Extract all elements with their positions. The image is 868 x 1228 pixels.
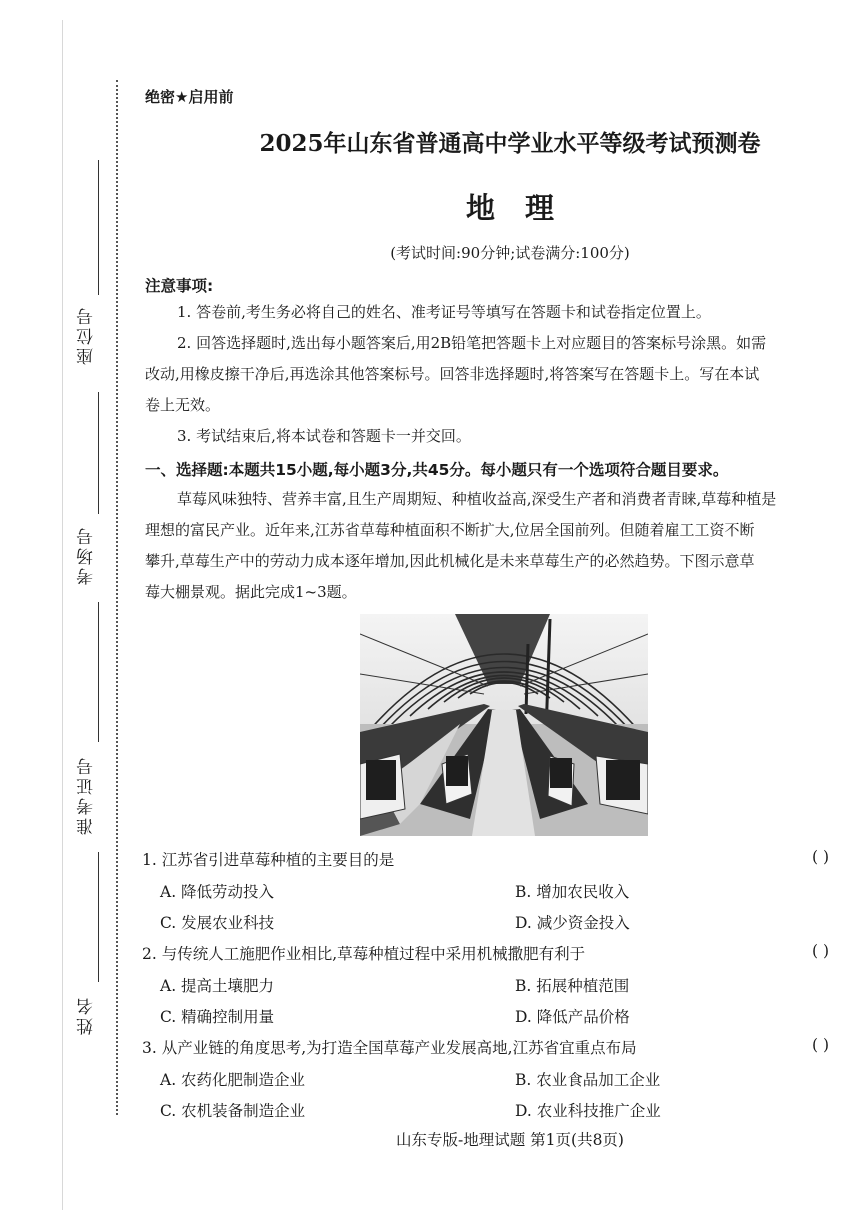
page-edge-shadow <box>62 20 63 1210</box>
question-3-option-a[interactable]: A. 农药化肥制造企业 <box>160 1071 306 1089</box>
admission-number-label: 准考证号 <box>77 755 97 835</box>
question-3-option-c[interactable]: C. 农机装备制造企业 <box>160 1102 306 1120</box>
passage-line-2: 理想的富民产业。近年来,江苏省草莓种植面积不断扩大,位居全国前列。但随着雇工工资不断 <box>145 521 755 539</box>
notice-line-1: 1. 答卷前,考生务必将自己的姓名、准考证号等填写在答题卡和试卷指定位置上。 <box>177 303 711 321</box>
subject-title: 地理 <box>465 191 584 225</box>
strawberry-greenhouse-photo <box>360 614 648 836</box>
question-3-stem: 3. 从产业链的角度思考,为打造全国草莓产业发展高地,江苏省宜重点布局 <box>142 1039 637 1057</box>
question-1-answer-blank[interactable]: ( ) <box>812 848 830 866</box>
name-label: 姓名 <box>77 995 97 1035</box>
question-2-option-b[interactable]: B. 拓展种植范围 <box>515 977 630 995</box>
exam-room-label: 考场号 <box>77 525 97 585</box>
question-1-option-a[interactable]: A. 降低劳动投入 <box>160 883 275 901</box>
section-heading: 一、选择题:本题共15小题,每小题3分,共45分。每小题只有一个选项符合题目要求。 <box>145 461 729 479</box>
passage-line-3: 攀升,草莓生产中的劳动力成本逐年增加,因此机械化是未来草莓生产的必然趋势。下图示意草 <box>145 552 755 570</box>
question-2-answer-blank[interactable]: ( ) <box>812 942 830 960</box>
notice-line-2: 2. 回答选择题时,选出每小题答案后,用2B铅笔把答题卡上对应题目的答案标号涂黑。如需 <box>177 334 767 352</box>
question-2-option-c[interactable]: C. 精确控制用量 <box>160 1008 275 1026</box>
admission-number-field[interactable] <box>98 602 99 742</box>
seat-number-field[interactable] <box>98 160 99 295</box>
passage-line-4: 莓大棚景观。据此完成1~3题。 <box>145 583 357 601</box>
question-1-stem: 1. 江苏省引进草莓种植的主要目的是 <box>142 851 395 869</box>
passage-line-1: 草莓风味独特、营养丰富,且生产周期短、种植收益高,深受生产者和消费者青睐,草莓种植是 <box>177 490 777 508</box>
question-3-option-b[interactable]: B. 农业食品加工企业 <box>515 1071 661 1089</box>
notice-heading: 注意事项: <box>145 277 214 295</box>
question-3-option-d[interactable]: D. 农业科技推广企业 <box>515 1102 661 1120</box>
question-2-option-a[interactable]: A. 提高土壤肥力 <box>160 977 275 995</box>
question-1-option-b[interactable]: B. 增加农民收入 <box>515 883 630 901</box>
notice-line-5: 3. 考试结束后,将本试卷和答题卡一并交回。 <box>177 427 471 445</box>
question-1-option-c[interactable]: C. 发展农业科技 <box>160 914 275 932</box>
question-2-stem: 2. 与传统人工施肥作业相比,草莓种植过程中采用机械撒肥有利于 <box>142 945 586 963</box>
exam-time-info: (考试时间:90分钟;试卷满分:100分) <box>390 244 630 262</box>
notice-line-4: 卷上无效。 <box>145 396 221 414</box>
question-1-option-d[interactable]: D. 减少资金投入 <box>515 914 630 932</box>
seat-number-label: 座位号 <box>77 305 97 365</box>
exam-title: 2025年山东省普通高中学业水平等级考试预测卷 <box>259 130 761 157</box>
question-2-option-d[interactable]: D. 降低产品价格 <box>515 1008 630 1026</box>
name-field[interactable] <box>98 852 99 982</box>
exam-room-field[interactable] <box>98 392 99 514</box>
notice-line-3: 改动,用橡皮擦干净后,再选涂其他答案标号。回答非选择题时,将答案写在答题卡上。写在本试 <box>145 365 760 383</box>
confidential-mark: 绝密★启用前 <box>145 88 234 106</box>
binding-dotted-line <box>116 80 118 1115</box>
question-3-answer-blank[interactable]: ( ) <box>812 1036 830 1054</box>
page-footer: 山东专版-地理试题 第1页(共8页) <box>396 1131 624 1149</box>
